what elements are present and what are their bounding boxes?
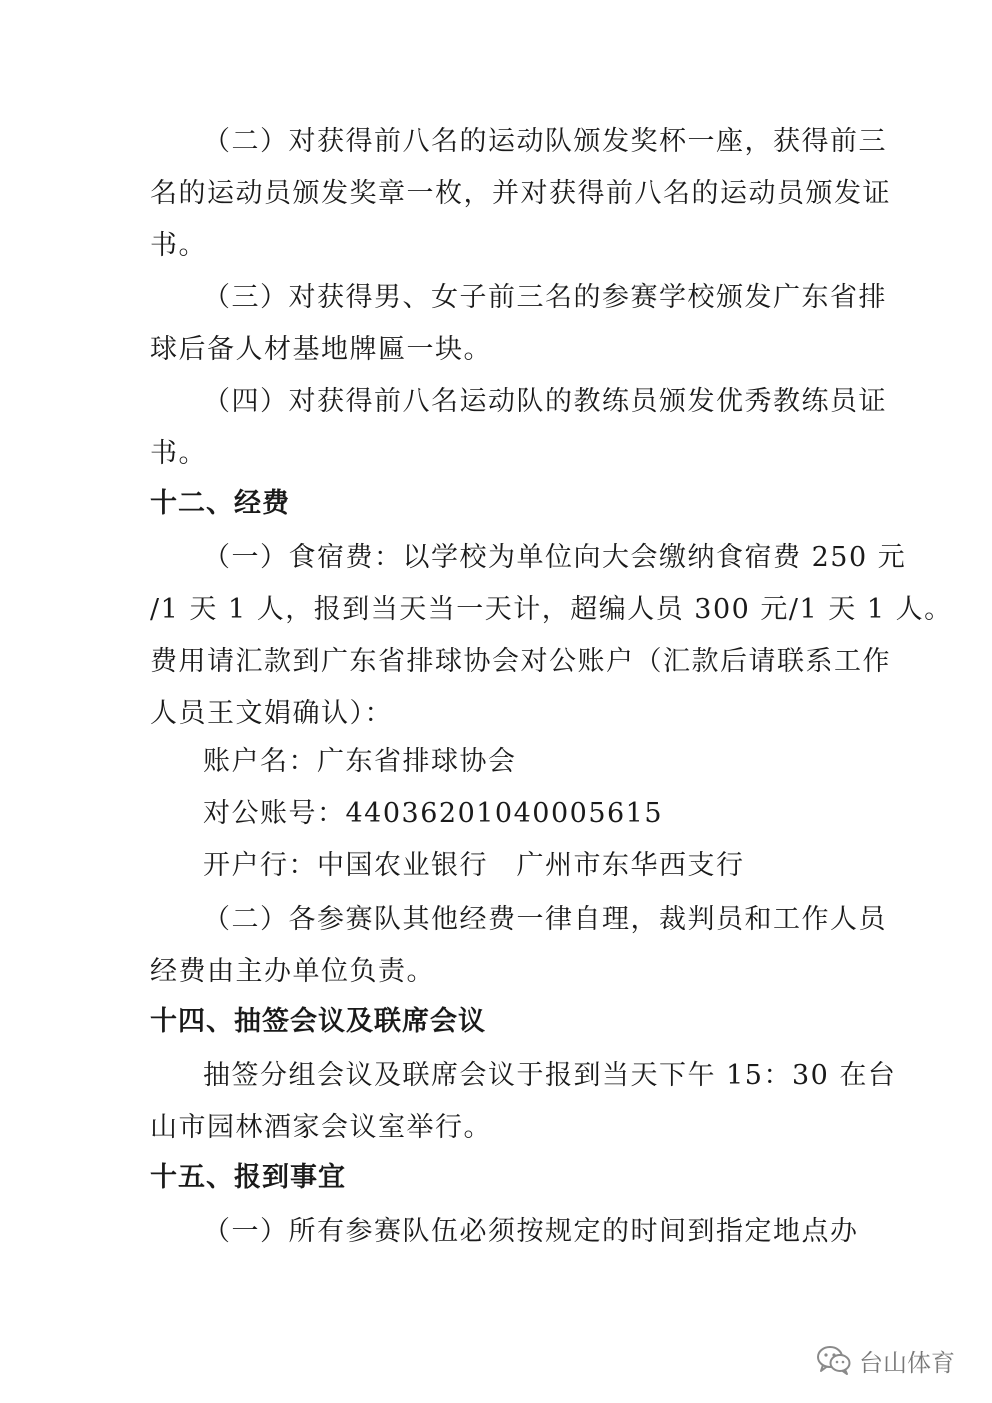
paragraph-line: 人员王文娟确认）： [150,698,393,729]
account-name: 账户名：广东省排球协会 [203,746,517,777]
paragraph-line: 书。 [150,438,207,469]
paragraph-line: （四）对获得前八名运动队的教练员颁发优秀教练员证 [203,386,887,417]
paragraph-line: （二）对获得前八名的运动队颁发奖杯一座，获得前三 [203,126,887,157]
paragraph-line: （三）对获得男、女子前三名的参赛学校颁发广东省排 [203,282,887,313]
section-heading: 十四、抽签会议及联席会议 [150,1006,486,1037]
paragraph-line: 书。 [150,230,207,261]
paragraph-line: 山市园林酒家会议室举行。 [150,1112,492,1143]
paragraph-line: 抽签分组会议及联席会议于报到当天下午 15：30 在台 [203,1060,897,1091]
paragraph-line: 名的运动员颁发奖章一枚，并对获得前八名的运动员颁发证 [150,178,891,209]
paragraph-line: 费用请汇款到广东省排球协会对公账户（汇款后请联系工作 [150,646,891,677]
wechat-icon [815,1344,853,1376]
paragraph-line: （一）食宿费：以学校为单位向大会缴纳食宿费 250 元 [203,542,907,573]
section-heading: 十五、报到事宜 [150,1162,346,1193]
watermark [815,1340,955,1380]
paragraph-line: 球后备人材基地牌匾一块。 [150,334,492,365]
section-heading: 十二、经费 [150,488,290,519]
account-number: 对公账号：44036201040005615 [203,798,664,829]
paragraph-line: 经费由主办单位负责。 [150,956,435,987]
account-bank: 开户行：中国农业银行 广州市东华西支行 [203,850,745,881]
watermark-text: 台山体育 [859,1348,955,1377]
paragraph-line: （二）各参赛队其他经费一律自理，裁判员和工作人员 [203,904,887,935]
paragraph-line: /1 天 1 人，报到当天当一天计，超编人员 300 元/1 天 1 人。 [150,594,953,625]
paragraph-line: （一）所有参赛队伍必须按规定的时间到指定地点办 [203,1216,859,1247]
